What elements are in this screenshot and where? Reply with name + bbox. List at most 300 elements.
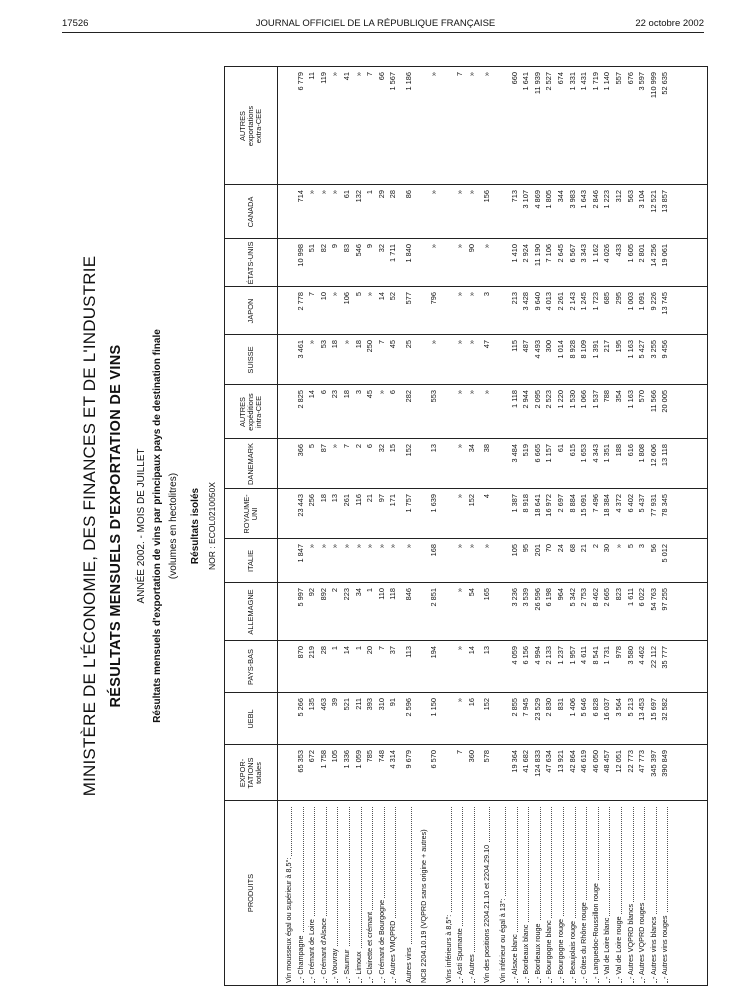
table-cell: 132 <box>353 190 363 203</box>
row-label-text: - Bourgogne blanc <box>544 920 554 979</box>
table-cell <box>497 646 508 693</box>
table-cell: 152 <box>482 698 492 711</box>
row-label <box>466 807 477 983</box>
row-label <box>520 807 531 983</box>
table-row <box>387 67 398 985</box>
table-cell: 5 <box>625 544 635 549</box>
table-row <box>329 67 340 985</box>
table-cell: 3 236 <box>509 588 519 607</box>
row-label <box>497 807 508 983</box>
table-cell: 213 <box>509 292 519 305</box>
table-cell: 7 <box>307 292 317 297</box>
table-cell: 1 731 <box>602 646 612 665</box>
table-cell: 97 <box>376 494 386 503</box>
table-cell: 390 849 <box>660 750 670 777</box>
table-cell: 219 <box>307 646 317 659</box>
table-cell: » <box>455 544 465 549</box>
row-label-text: - Beaujolais rouge <box>567 921 577 979</box>
table-row <box>625 67 636 985</box>
table-cell: 156 <box>482 190 492 203</box>
table-cell: 713 <box>509 190 519 203</box>
table-cell: » <box>342 340 351 345</box>
table-cell <box>283 544 294 583</box>
table-cell: 2 825 <box>295 390 305 409</box>
row-label <box>364 807 375 983</box>
table-cell: 5 646 <box>579 698 589 717</box>
table-cell: 9 679 <box>404 750 413 769</box>
table-cell: 12 521 <box>648 190 658 213</box>
table-cell: 23 443 <box>295 494 305 517</box>
section-title: Résultats isolés <box>190 487 201 565</box>
table-cell: 3 564 <box>614 698 623 717</box>
table-cell: 211 <box>353 698 363 710</box>
table-cell: 1 <box>330 646 340 651</box>
table-cell <box>283 444 294 489</box>
row-label <box>648 807 659 983</box>
table-cell: 11 <box>307 72 317 80</box>
table-cell: 2 830 <box>544 698 554 717</box>
table-cell: » <box>455 390 465 395</box>
table-cell: 39 <box>330 698 340 707</box>
table-cell: 521 <box>342 698 351 711</box>
table-cell: 3 484 <box>509 444 519 463</box>
row-label-text: - Clairette et crémant <box>365 911 375 979</box>
table-cell: 2 665 <box>602 588 612 607</box>
row-label-text: Autres vins <box>404 947 413 983</box>
table-cell: 4 026 <box>602 244 612 263</box>
table-row <box>590 67 601 985</box>
table-cell: 105 <box>330 750 340 763</box>
table-cell: 964 <box>556 588 565 601</box>
table-cell: 194 <box>428 646 438 659</box>
table-cell: 345 397 <box>648 750 658 777</box>
table-cell: 83 <box>342 244 351 253</box>
table-cell: 685 <box>602 292 612 305</box>
table-cell: 1 331 <box>567 72 577 91</box>
table-cell: » <box>455 244 465 249</box>
table-cell <box>497 72 508 185</box>
table-cell: 7 496 <box>590 494 600 513</box>
table-cell: 1 757 <box>404 494 413 513</box>
row-label-text: - Autres VQPRD blancs <box>625 903 635 979</box>
table-cell <box>283 646 294 693</box>
table-cell: 7 <box>455 72 465 77</box>
row-label-text: - Alsace blanc <box>509 934 519 979</box>
table-cell: 47 634 <box>544 750 554 773</box>
table-cell <box>283 588 294 641</box>
table-cell: 37 <box>388 646 398 655</box>
table-cell: 61 <box>556 444 565 453</box>
table-cell: » <box>365 544 375 549</box>
table-cell: 785 <box>365 750 375 763</box>
table-cell: 6 665 <box>532 444 542 463</box>
table-cell: 4 013 <box>544 292 554 311</box>
table-cell: » <box>455 588 465 593</box>
table-cell: » <box>482 244 492 249</box>
table-cell: 11 566 <box>648 390 658 413</box>
table-cell: 1 163 <box>625 390 635 409</box>
table-cell: 1 805 <box>544 190 554 209</box>
table-cell: 47 <box>482 340 492 349</box>
column-header: ÉTATS-UNIS <box>246 241 255 285</box>
table-cell: 13 857 <box>660 190 670 213</box>
row-label-text: Vin mousseux égal ou supérieur à 8,5°: <box>284 857 293 983</box>
table-cell: 12 606 <box>648 444 658 467</box>
table-cell: 16 037 <box>602 698 612 721</box>
table-cell: 217 <box>602 340 612 353</box>
table-cell: 6 570 <box>428 750 438 769</box>
table-cell: 4 869 <box>532 190 542 209</box>
table-cell: 32 <box>376 444 386 453</box>
table-cell <box>497 698 508 745</box>
table-cell: » <box>376 390 386 395</box>
table-cell: 68 <box>567 544 577 553</box>
table-cell: 2 855 <box>509 698 519 717</box>
table-cell: 2 596 <box>404 698 413 717</box>
table-cell: 4 493 <box>532 340 542 359</box>
table-cell: 10 <box>318 292 328 301</box>
table-cell: 7 <box>342 444 351 449</box>
table-row <box>364 67 375 985</box>
row-label-text: - Bordeaux rouge <box>532 923 542 979</box>
table-cell: 15 697 <box>648 698 658 721</box>
table-cell: 344 <box>556 190 565 203</box>
table-cell: 7 <box>376 646 386 651</box>
table-cell: » <box>428 244 438 249</box>
table-cell: 4 994 <box>532 646 542 665</box>
table-cell: » <box>466 544 476 549</box>
table-cell: 8 928 <box>567 340 577 359</box>
row-label-text: - Autres vins rouges <box>660 915 670 979</box>
table-cell <box>497 588 508 641</box>
table-cell: » <box>455 444 465 449</box>
table-cell: 29 <box>376 190 386 199</box>
table-row <box>466 67 477 985</box>
units-note: (volumes en hectolitres) <box>168 472 179 580</box>
table-cell: 152 <box>404 444 413 457</box>
table-cell <box>443 72 454 185</box>
table-cell: 6 198 <box>544 588 554 607</box>
table-cell: » <box>466 390 476 395</box>
table-cell: 15 <box>388 444 398 453</box>
table-cell: 1 639 <box>428 494 438 513</box>
table-row <box>613 67 624 985</box>
table-cell: 1 567 <box>388 72 398 91</box>
table-cell: 393 <box>365 698 375 711</box>
table-cell <box>283 244 294 287</box>
row-label <box>403 807 414 983</box>
row-label <box>613 807 624 983</box>
table-cell: 2 <box>590 544 600 549</box>
row-label <box>329 807 340 983</box>
table-cell: 168 <box>428 544 438 557</box>
table-cell: 4 343 <box>590 444 600 463</box>
row-label-text: - Val de Loire blanc <box>602 917 612 979</box>
table-cell <box>443 292 454 335</box>
table-cell: 3 <box>637 544 647 549</box>
table-cell: 10 998 <box>295 244 305 267</box>
table-cell: 35 777 <box>660 646 670 669</box>
table-cell: 250 <box>365 340 375 353</box>
table-cell: 788 <box>602 390 612 403</box>
row-label-text: Vin des positions 2204.21.10 et 2204.29.10 <box>482 844 492 983</box>
table-cell <box>443 244 454 287</box>
table-row <box>376 67 387 985</box>
table-cell: 124 833 <box>532 750 542 777</box>
table-cell: 30 <box>602 544 612 553</box>
table-cell: 12 051 <box>614 750 623 773</box>
table-cell: 2 523 <box>544 390 554 409</box>
table-cell: 47 773 <box>637 750 647 773</box>
table-cell: 65 353 <box>295 750 305 773</box>
table-cell: 282 <box>404 390 413 403</box>
table-cell: 110 <box>376 588 386 600</box>
table-cell: 4 <box>482 494 492 499</box>
table-cell: 6 022 <box>637 588 647 607</box>
table-cell: 1 387 <box>509 494 519 513</box>
table-cell: 15 091 <box>579 494 589 517</box>
column-header: SUISSE <box>246 346 255 374</box>
column-header: EXPOR- TATIONS totales <box>238 757 263 789</box>
table-cell: 16 972 <box>544 494 554 517</box>
table-cell: 1 186 <box>404 72 413 91</box>
row-label <box>454 807 465 983</box>
table-cell: 52 635 <box>660 72 670 95</box>
table-cell: 42 864 <box>567 750 577 773</box>
table-cell: » <box>353 544 363 549</box>
table-cell: 1 643 <box>579 190 589 209</box>
table-cell: 92 <box>307 588 317 597</box>
table-cell <box>497 390 508 439</box>
table-cell: » <box>330 72 340 77</box>
table-cell: 2 697 <box>556 494 565 513</box>
table-cell: 1 <box>353 646 363 651</box>
table-cell: 32 <box>376 244 386 253</box>
table-cell: » <box>318 544 328 549</box>
column-header: AUTRES exportations extra-CEE <box>238 105 263 147</box>
table-cell <box>443 444 454 489</box>
row-label-text: - Crémant d'Alsace <box>318 918 328 979</box>
table-cell: 463 <box>318 698 328 711</box>
table-cell: » <box>428 340 438 345</box>
table-cell: 86 <box>404 190 413 199</box>
table-cell <box>283 750 294 801</box>
row-label-text: - Bordeaux blanc <box>521 924 531 979</box>
table-cell <box>443 646 454 693</box>
table-cell: 1 605 <box>625 244 635 263</box>
table-row <box>567 67 578 985</box>
table-cell: 7 <box>365 72 375 77</box>
export-table <box>224 66 708 986</box>
table-cell: 796 <box>428 292 438 305</box>
table-subtitle: Résultats mensuels d'exportation de vins par principaux pays de destination finale <box>152 329 163 723</box>
table-cell <box>283 72 294 185</box>
row-label <box>509 807 520 983</box>
table-cell: 1 957 <box>567 646 577 665</box>
table-row <box>353 67 364 985</box>
table-cell: 13 118 <box>660 444 670 467</box>
table-cell: 846 <box>404 588 413 601</box>
row-label-text: - Val de Loire rouge <box>614 916 623 979</box>
table-cell: 2 801 <box>637 244 647 263</box>
table-cell: 95 <box>521 544 531 553</box>
table-cell: 1 719 <box>590 72 600 91</box>
table-row <box>578 67 589 985</box>
column-header: AUTRES expéditions intra-CEE <box>238 393 263 431</box>
table-cell: » <box>388 544 398 549</box>
table-cell <box>443 340 454 385</box>
row-label-text: - Limoux <box>353 951 363 979</box>
table-cell: 1 <box>365 190 375 195</box>
table-cell: 110 999 <box>648 72 658 99</box>
table-cell: 2 924 <box>521 244 531 263</box>
table-row <box>306 67 317 985</box>
table-cell <box>443 544 454 583</box>
table-cell: 195 <box>614 340 623 353</box>
table-cell: 3 597 <box>637 72 647 91</box>
table-cell: 6 <box>365 444 375 449</box>
table-cell: » <box>466 72 476 77</box>
table-cell: 1 758 <box>318 750 328 769</box>
table-cell: 54 <box>466 588 476 597</box>
table-cell <box>283 292 294 335</box>
table-cell: 5 437 <box>637 494 647 513</box>
table-row <box>601 67 612 985</box>
table-cell: 5 427 <box>637 340 647 359</box>
table-cell: 38 <box>482 444 492 453</box>
table-cell: 8 918 <box>521 494 531 513</box>
row-label-text: - Saumur <box>342 949 351 979</box>
table-cell: 41 <box>342 72 351 81</box>
row-label-text: - Autres <box>466 954 476 979</box>
table-cell: 1 059 <box>353 750 363 769</box>
table-row <box>648 67 659 985</box>
table-cell: 34 <box>353 588 363 597</box>
row-label-text: - Crémant de Bourgogne <box>376 899 386 979</box>
table-cell: 1 391 <box>590 340 600 359</box>
table-cell: 5 213 <box>625 698 635 717</box>
table-cell: » <box>342 544 351 549</box>
column-header: DANEMARK <box>246 443 255 485</box>
table-cell: 4 462 <box>637 646 647 665</box>
row-label <box>283 807 294 983</box>
table-row <box>509 67 520 985</box>
table-cell: 22 773 <box>625 750 635 773</box>
ministry-title: MINISTÈRE DE L'ÉCONOMIE, DES FINANCES ET DE L'INDUSTRIE <box>80 255 99 797</box>
table-cell <box>443 390 454 439</box>
table-cell: » <box>376 544 386 549</box>
table-cell: 201 <box>532 544 542 557</box>
table-cell: 70 <box>544 544 554 553</box>
table-cell: 487 <box>521 340 531 353</box>
table-cell: 1 066 <box>579 390 589 409</box>
table-cell: 97 255 <box>660 588 670 611</box>
table-cell: 20 <box>365 646 375 655</box>
table-cell: 7 945 <box>521 698 531 717</box>
table-cell: 256 <box>307 494 317 507</box>
table-cell: 360 <box>466 750 476 763</box>
table-cell: 46 050 <box>590 750 600 773</box>
row-label <box>567 807 578 983</box>
table-cell <box>443 698 454 745</box>
table-cell: » <box>455 190 465 195</box>
table-cell: 77 931 <box>648 494 658 517</box>
row-label <box>532 807 543 983</box>
table-cell: 1 611 <box>625 588 635 606</box>
table-cell: 18 384 <box>602 494 612 517</box>
table-cell: 78 345 <box>660 494 670 517</box>
table-cell: » <box>330 544 340 549</box>
table-cell: 2 851 <box>428 588 438 607</box>
table-cell: 25 <box>404 340 413 349</box>
table-cell: 1 091 <box>637 292 647 311</box>
table-cell: 6 <box>388 390 398 395</box>
table-cell: 16 <box>466 698 476 707</box>
table-cell: 66 <box>376 72 386 81</box>
table-cell: 3 983 <box>567 190 577 209</box>
table-cell: 748 <box>376 750 386 763</box>
table-cell <box>443 588 454 641</box>
table-cell: 8 884 <box>567 494 577 513</box>
table-cell: 14 <box>307 390 317 399</box>
table-cell: 9 <box>330 244 340 249</box>
table-cell: 3 255 <box>648 340 658 359</box>
table-cell: 118 <box>388 588 398 600</box>
row-label <box>318 807 329 983</box>
table-cell: » <box>466 340 476 345</box>
table-row <box>295 67 306 985</box>
table-cell: 4 611 <box>579 646 589 664</box>
table-cell <box>283 190 294 239</box>
table-cell: 54 763 <box>648 588 658 611</box>
row-label-text: - Autres vins blancs <box>648 916 658 979</box>
rotated-content <box>78 66 708 986</box>
table-cell: 1 157 <box>544 444 554 463</box>
table-cell: 8 109 <box>579 340 589 359</box>
row-label <box>543 807 554 983</box>
table-cell: 53 <box>318 340 328 349</box>
table-cell: 892 <box>318 588 328 601</box>
row-label <box>590 807 601 983</box>
table-cell: 563 <box>625 190 635 203</box>
table-cell: 312 <box>614 190 623 203</box>
table-cell: 13 921 <box>556 750 565 773</box>
table-cell <box>497 750 508 801</box>
table-cell: 82 <box>318 244 328 253</box>
table-row <box>418 67 438 985</box>
row-label-text: Vins inférieurs à 8,5°: <box>443 914 453 983</box>
table-row <box>443 67 454 985</box>
table-cell: 18 <box>330 340 340 349</box>
table-cell: 2 133 <box>544 646 554 665</box>
table-cell: 3 343 <box>579 244 589 263</box>
table-cell: 6 156 <box>521 646 531 665</box>
row-label-text: - Bourgogne rouge <box>556 919 565 979</box>
table-cell: 1 723 <box>590 292 600 311</box>
table-cell: 5 <box>353 292 363 297</box>
table-cell: 91 <box>388 698 398 707</box>
table-cell: 300 <box>544 340 554 353</box>
table-cell: 1 003 <box>625 292 635 311</box>
table-cell: 45 <box>388 340 398 349</box>
table-cell: 6 828 <box>590 698 600 717</box>
table-cell: 3 104 <box>637 190 647 209</box>
table-cell <box>497 190 508 239</box>
table-cell: 152 <box>466 494 476 507</box>
table-cell: 546 <box>353 244 363 257</box>
table-cell: 676 <box>625 72 635 85</box>
table-cell: 18 <box>353 340 363 349</box>
